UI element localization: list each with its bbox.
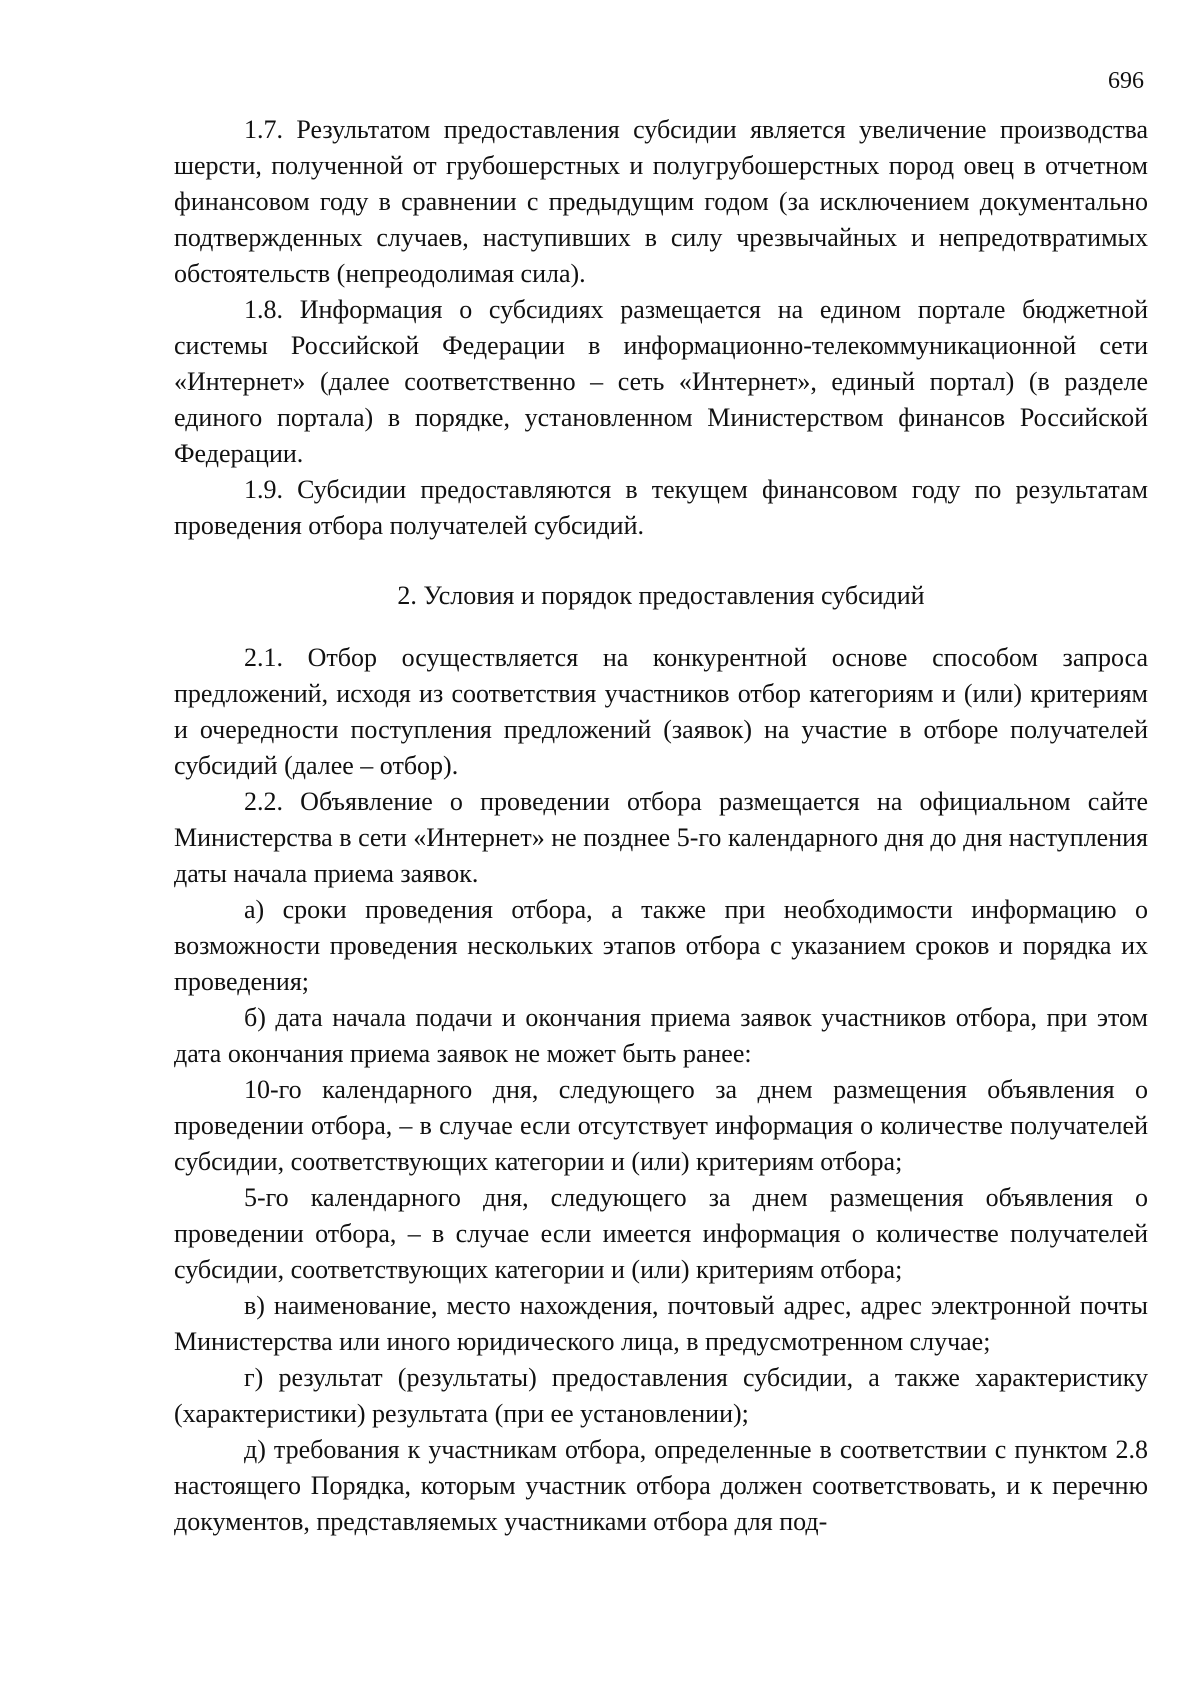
list-item-d: д) требования к участникам отбора, определенные в соответствии с пунктом 2.8 настоящего Порядка, которым участник отбора должен соответствовать, и к перечню документов, представляемых участниками отбора для под- bbox=[174, 1435, 1148, 1536]
list-item-b: б) дата начала подачи и окончания приема заявок участников отбора, при этом дата окончания приема заявок не может быть ранее: bbox=[174, 1003, 1148, 1068]
paragraph-2-1: 2.1. Отбор осуществляется на конкурентной основе способом запроса предложений, исходя из соответствия участников отбор категориям и (или) критериям и очередности поступления предложений (заявок) на участие в отборе получателей субсидий (далее – отбор). bbox=[174, 643, 1148, 780]
list-item-a: а) сроки проведения отбора, а также при необходимости информацию о возможности проведения нескольких этапов отбора с указанием сроков и порядка их проведения; bbox=[174, 895, 1148, 996]
page-number: 696 bbox=[1108, 68, 1144, 94]
paragraph-1-9: 1.9. Субсидии предоставляются в текущем финансовом году по результатам проведения отбора получателей субсидий. bbox=[174, 475, 1148, 540]
paragraph-2-2: 2.2. Объявление о проведении отбора размещается на официальном сайте Министерства в сети «Интернет» не позднее 5-го календарного дня до дня наступления даты начала приема заявок. bbox=[174, 787, 1148, 888]
paragraph-1-7: 1.7. Результатом предоставления субсидии является увеличение производства шерсти, полученной от грубошерстных и полугрубошерстных пород овец в отчетном финансовом году в сравнении с предыдущим годом (за исключением документально подтвержденных случаев, наступивших в силу чрезвычайных и непредотвратимых обстоятельств (непреодолимая сила). bbox=[174, 115, 1148, 288]
list-item-b-10th-day: 10-го календарного дня, следующего за днем размещения объявления о проведении отбора, – в случае если отсутствует информация о количестве получателей субсидии, соответствующих категории и (или) критериям отбора; bbox=[174, 1075, 1148, 1176]
section-2-heading: 2. Условия и порядок предоставления субсидий bbox=[397, 581, 925, 610]
list-item-g: г) результат (результаты) предоставления субсидии, а также характеристику (характеристики) результата (при ее установлении); bbox=[174, 1363, 1148, 1428]
paragraph-1-8: 1.8. Информация о субсидиях размещается на едином портале бюджетной системы Российской Федерации в информационно-телекоммуникационной сети «Интернет» (далее соответственно – сеть «Интернет», единый портал) (в разделе единого портала) в порядке, установленном Министерством финансов Российской Федерации. bbox=[174, 295, 1148, 468]
list-item-v: в) наименование, место нахождения, почтовый адрес, адрес электронной почты Министерства или иного юридического лица, в предусмотренном случае; bbox=[174, 1291, 1148, 1356]
list-item-b-5th-day: 5-го календарного дня, следующего за днем размещения объявления о проведении отбора, – в случае если имеется информация о количестве получателей субсидии, соответствующих категории и (или) критериям отбора; bbox=[174, 1183, 1148, 1284]
document-body bbox=[174, 112, 1148, 1540]
